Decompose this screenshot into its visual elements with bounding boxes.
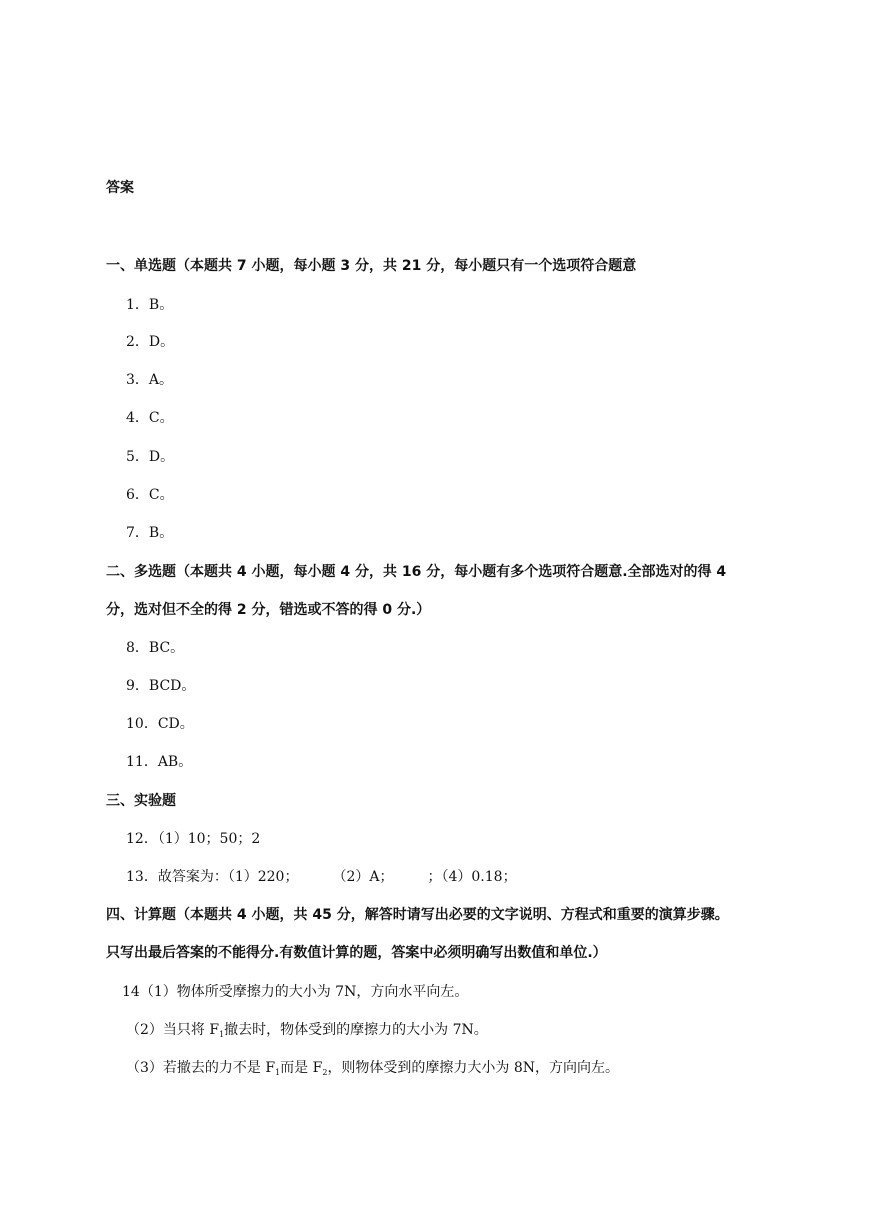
answer-3: 3．A。 <box>126 372 174 388</box>
answer-7: 7．B。 <box>126 525 174 541</box>
section-1-heading: 一、单选题（本题共 7 小题，每小题 3 分，共 21 分，每小题只有一个选项符合题意 <box>106 258 637 274</box>
answer-11: 11．AB。 <box>126 754 193 770</box>
answer-6: 6．C。 <box>126 487 174 503</box>
answer-13-part-3: ；（4）0.18； <box>427 869 517 885</box>
answer-2: 2．D。 <box>126 334 175 350</box>
answer-13 <box>126 868 517 886</box>
section-2-heading-line-1: 二、多选题（本题共 4 小题，每小题 4 分，共 16 分，每小题有多个选项符合题意.全部选对的得 4 <box>106 564 727 580</box>
section-2-heading-line-2: 分，选对但不全的得 2 分，错选或不答的得 0 分.） <box>106 602 431 618</box>
page-title: 答案 <box>106 180 134 196</box>
answer-9: 9．BCD。 <box>126 678 196 694</box>
answer-8: 8．BC。 <box>126 640 185 656</box>
section-3-heading: 三、实验题 <box>106 793 176 809</box>
answer-1: 1．B。 <box>126 297 174 313</box>
answer-14-part-3: （3）若撤去的力不是 $F_1$而是 $F_2$，则物体受到的摩擦力大小为 8N，方向向左。 <box>126 1060 620 1077</box>
answer-14-part-1: 14（1）物体所受摩擦力的大小为 7N，方向水平向左。 <box>122 984 469 1000</box>
answer-13-part-1: 13．故答案为：（1）220； <box>126 869 299 885</box>
answer-10: 10．CD。 <box>126 716 194 732</box>
answer-14-part-2: （2）当只将 $F_1$撤去时，物体受到的摩擦力的大小为 7N。 <box>126 1022 488 1039</box>
answer-12: 12．（1）10；50；2 <box>126 831 261 847</box>
answer-5: 5．D。 <box>126 449 175 465</box>
answer-4: 4．C。 <box>126 410 174 426</box>
section-4-heading-line-2: 只写出最后答案的不能得分.有数值计算的题，答案中必须明确写出数值和单位.） <box>106 945 607 961</box>
section-4-heading-line-1: 四、计算题（本题共 4 小题，共 45 分，解答时请写出必要的文字说明、方程式和重要的演算步骤。 <box>106 907 729 923</box>
answer-13-part-2: （2）A； <box>332 869 394 885</box>
